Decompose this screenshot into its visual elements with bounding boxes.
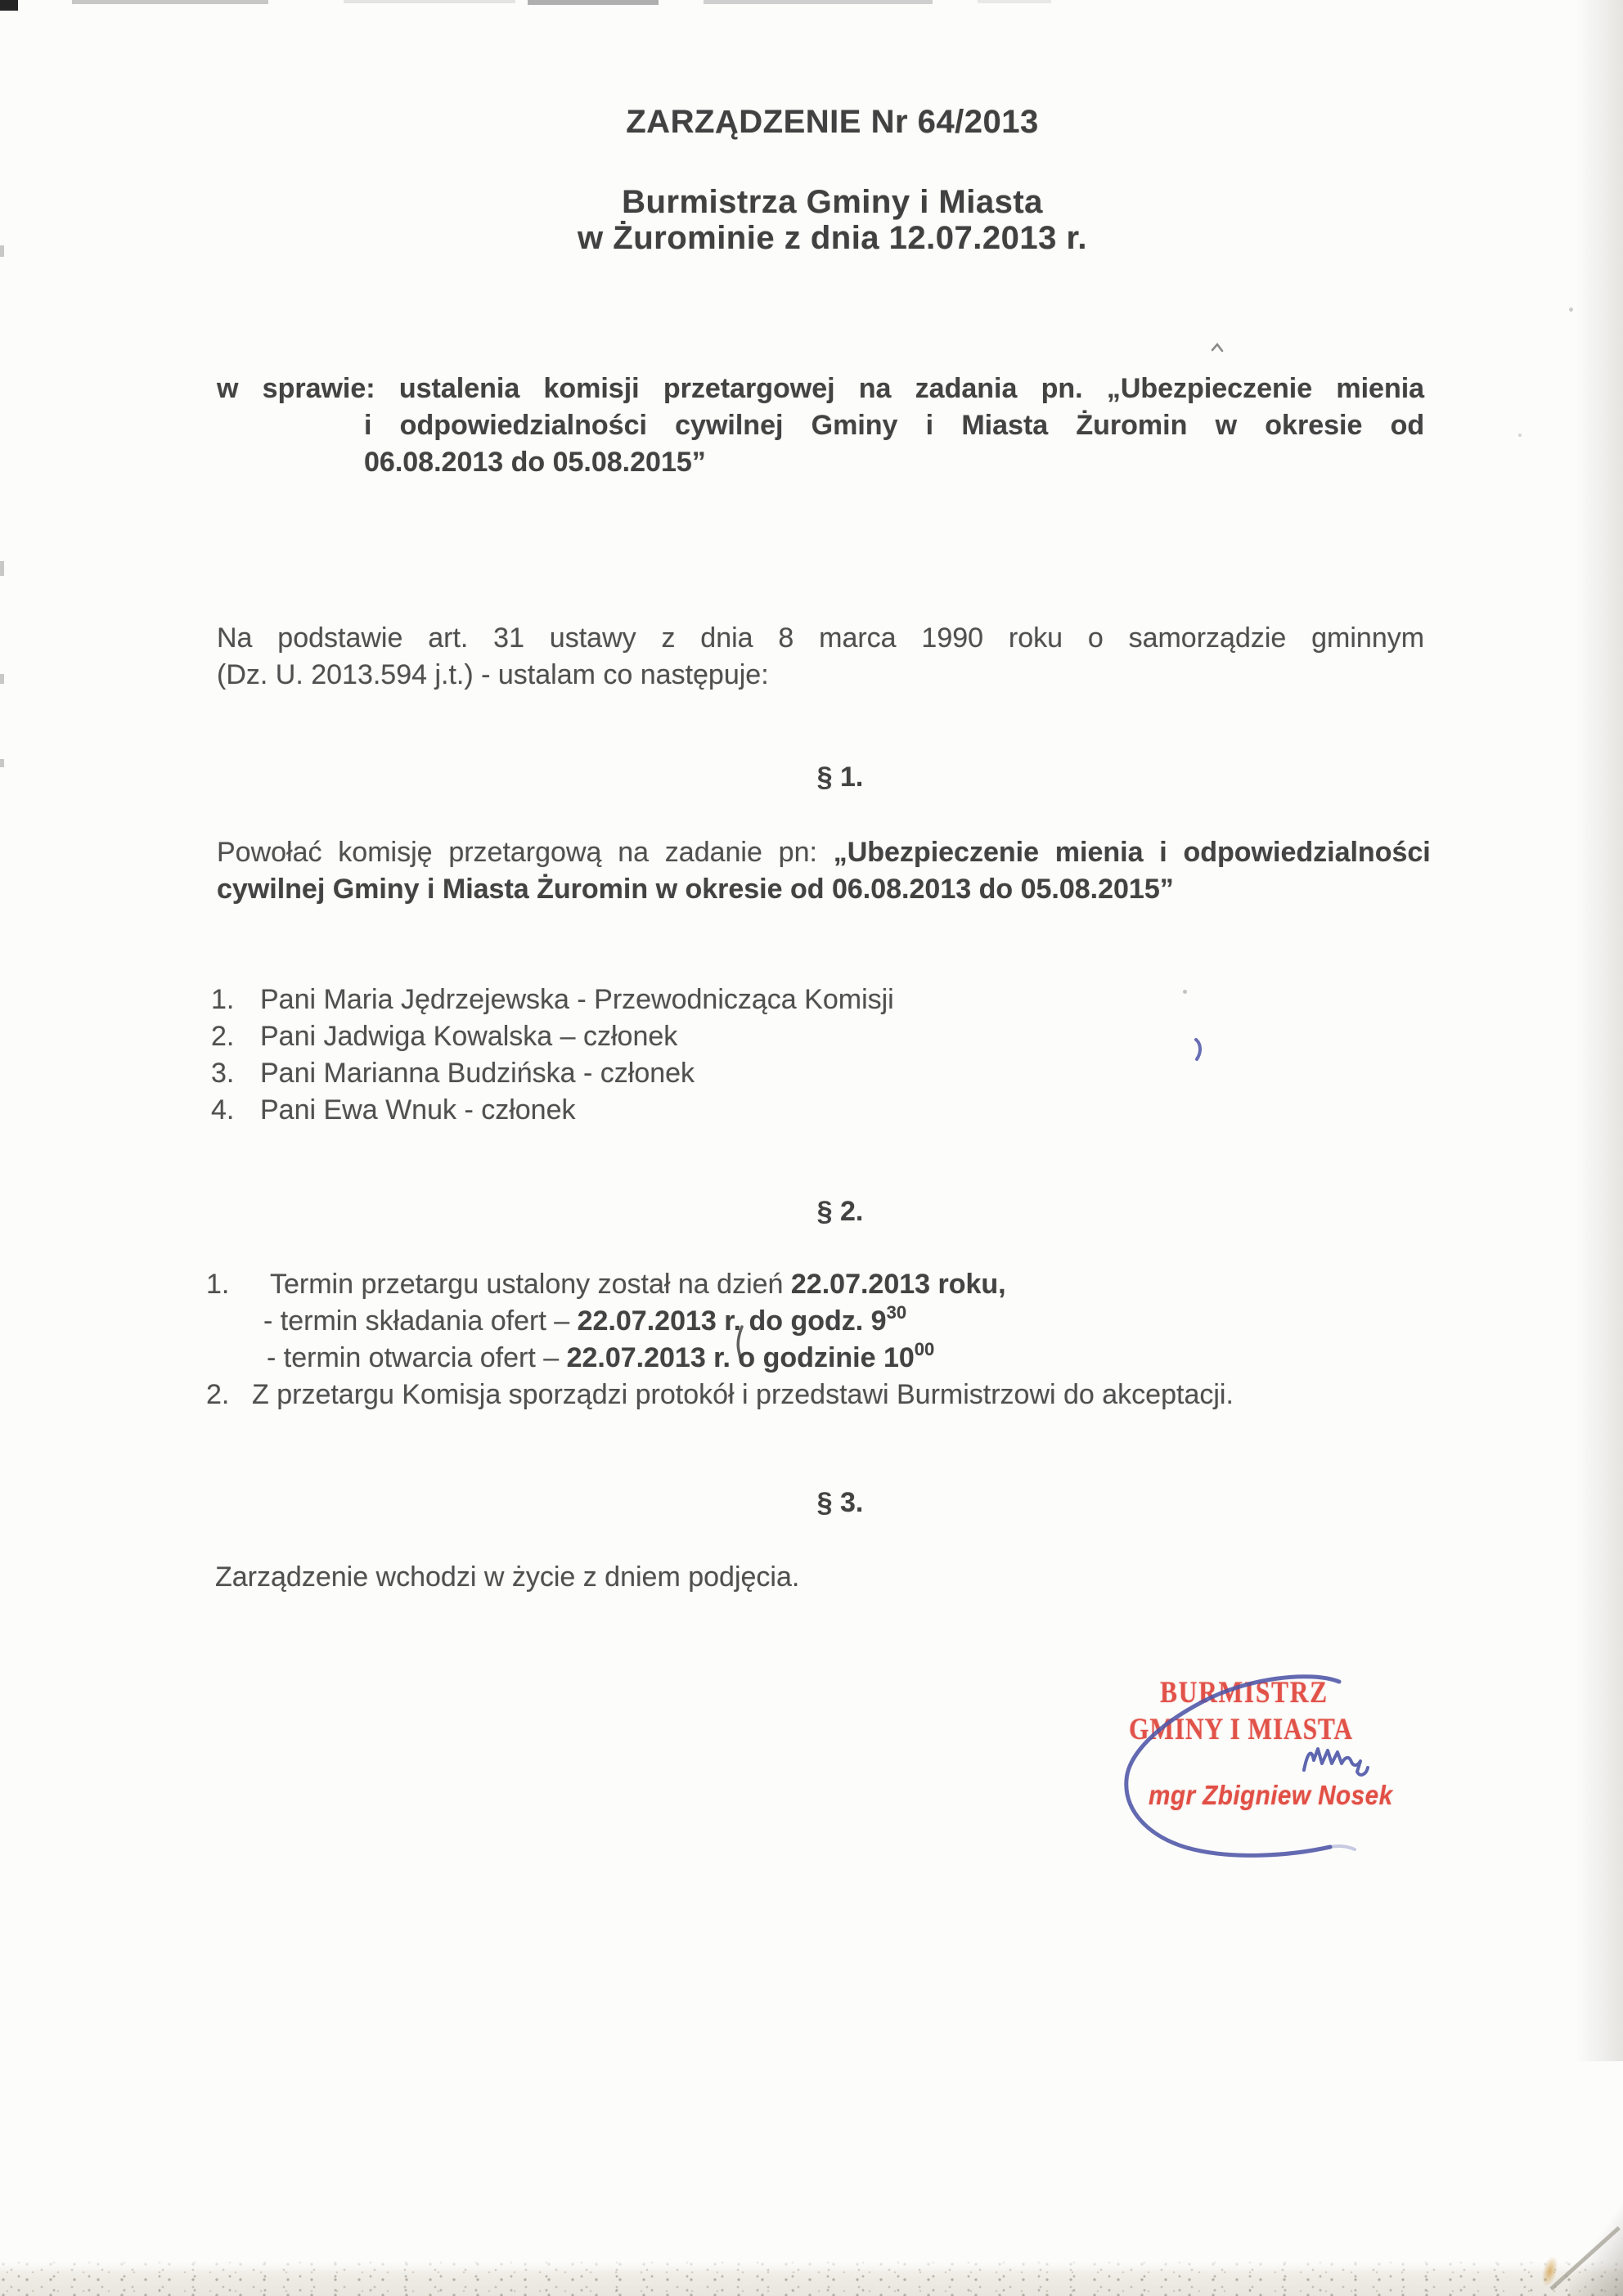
scan-edge-streak [704,0,933,4]
text-run: 22.07.2013 r. do godz. 9 [577,1305,887,1337]
section-2-line [206,1266,1531,1303]
scan-speck [1569,308,1573,312]
text-run: - termin składania ofert – [263,1305,578,1337]
scan-edge-streak [344,0,515,3]
scan-left-tick [0,561,4,576]
member-number: 1. [211,984,235,1015]
member-name-role: Pani Ewa Wnuk - członek [260,1094,576,1126]
text-run: „Ubezpieczenie mienia i odpowiedzialności [833,837,1431,868]
member-name-role: Pani Marianna Budzińska - członek [260,1058,695,1089]
member-list-item [211,982,1438,1018]
section-1-paragraph [217,834,1431,908]
stamp-office-line: GMINY I MIASTA [1129,1713,1353,1746]
scan-left-tick [0,759,4,767]
section-3-text: Zarządzenie wchodzi w życie z dniem podjęcia. [215,1561,800,1593]
list-item-number: 1. [206,1269,230,1300]
paragraph-line [217,620,1424,657]
stamp-signer-name: mgr Zbigniew Nosek [1149,1780,1393,1810]
member-list-item [211,1055,1438,1092]
section-2-line: - termin składania ofert – 22.07.2013 r. do godz. 930 [263,1302,907,1337]
text-run: 06.08.2013 do 05.08.2015” [364,447,706,478]
list-item-number: 2. [206,1379,230,1410]
member-list-item [211,1092,1438,1129]
text-run: 22.07.2013 roku, [790,1269,1006,1300]
section-2-list [206,1266,1531,1413]
scan-edge-streak [528,0,659,5]
scan-edge-streak [72,0,268,4]
pen-apostrophe-mark-icon [1193,1037,1204,1062]
scan-right-shadow [1576,0,1623,2061]
paragraph-line [217,834,1431,871]
member-number: 4. [211,1094,235,1126]
official-stamp [1113,1669,1423,1881]
text-run: Z przetargu Komisja sporządzi protokół i przedstawi Burmistrzowi do akceptacji. [252,1379,1234,1410]
text-run: 22.07.2013 r. o godzinie 10 [566,1342,915,1373]
scan-edge-streak [978,0,1051,3]
text-run: Termin przetargu ustalony został na dzień [270,1269,791,1300]
scan-corner-mark [0,0,18,11]
text-run: Na podstawie art. 31 ustawy z dnia 8 marca 1990 roku o samorządzie gminnym [217,622,1425,654]
subject-paragraph [217,371,1424,481]
text-run: cywilnej Gminy i Miasta Żuromin w okresie od 06.08.2013 do 05.08.2015” [217,874,1174,905]
paragraph-line [217,871,1431,908]
text-run: Powołać komisję przetargową na zadanie pn: [217,837,834,868]
member-list-item [211,1018,1438,1055]
document-subtitle-issuer: Burmistrza Gminy i Miasta [622,184,1043,220]
scan-noise-band [0,2259,1623,2296]
pen-check-mark-icon [1211,342,1227,353]
section-3-paragraph [215,1559,1360,1596]
text-run: i odpowiedzialności cywilnej Gminy i Miasta Żuromin w okresie od [364,410,1425,441]
paragraph-line [217,407,1424,444]
text-run: - termin otwarcia ofert – [267,1342,567,1373]
section-1-heading: § 1. [816,762,864,793]
document-subtitle-place-date: w Żurominie z dnia 12.07.2013 r. [578,220,1087,256]
section-2-line: - termin otwarcia ofert – 22.07.2013 r. o godzinie 1000 [267,1339,935,1373]
member-name-role: Pani Maria Jędrzejewska - Przewodnicząca Komisji [260,984,894,1015]
section-3-heading: § 3. [816,1487,864,1518]
member-number: 3. [211,1058,235,1089]
signature-loop-icon [1108,1670,1370,1867]
scan-left-tick [0,674,4,684]
scan-speck [1518,434,1522,437]
document-title: ZARZĄDZENIE Nr 64/2013 [626,104,1039,140]
pencil-tick-mark-icon [732,1325,745,1359]
text-run: (Dz. U. 2013.594 j.t.) - ustalam co następuje: [217,659,769,690]
stamp-title-line: BURMISTRZ [1160,1676,1329,1710]
section-2-heading: § 2. [816,1196,864,1227]
legal-basis-paragraph [217,620,1424,694]
paragraph-line [217,657,1424,694]
member-number: 2. [211,1021,235,1052]
scan-left-tick [0,245,4,257]
member-name-role: Pani Jadwiga Kowalska – członek [260,1021,678,1052]
paragraph-line [217,371,1424,407]
commission-members-list [211,982,1438,1129]
paragraph-line [217,444,1424,481]
text-run: w sprawie: ustalenia komisji przetargowej na zadania pn. „Ubezpieczenie mienia [217,373,1425,404]
section-2-line [206,1377,1531,1413]
